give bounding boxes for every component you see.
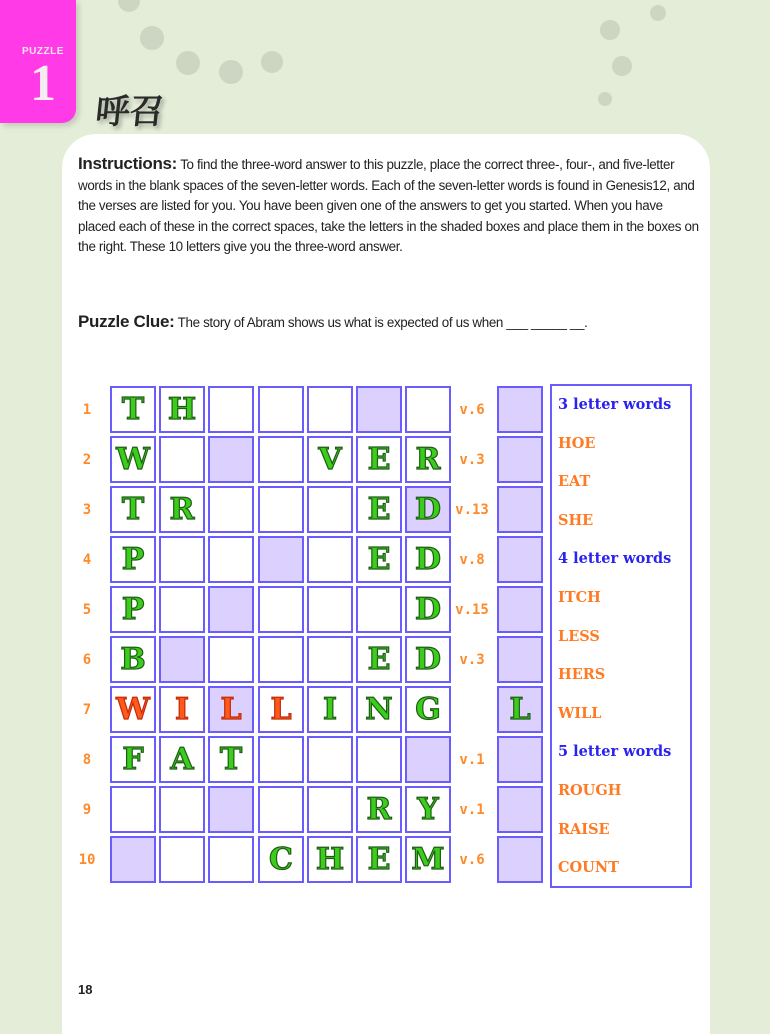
row-number: 6 — [82, 652, 92, 668]
letter-box[interactable]: N — [356, 686, 402, 733]
letter-box[interactable] — [208, 836, 254, 883]
row-number: 1 — [82, 402, 92, 418]
letter-box[interactable] — [208, 386, 254, 433]
letter-box[interactable]: E — [356, 486, 402, 533]
puzzle-tab-label: PUZZLE — [22, 46, 64, 57]
word-list-item: RAISE — [558, 820, 610, 838]
word-list-item: HOE — [558, 434, 596, 452]
letter-box[interactable] — [307, 486, 353, 533]
letter-box[interactable] — [307, 736, 353, 783]
answer-box[interactable] — [497, 736, 543, 783]
letter-box[interactable]: E — [356, 836, 402, 883]
answer-box[interactable] — [497, 836, 543, 883]
word-list-heading: 5 letter words — [558, 743, 672, 761]
letter-box[interactable] — [307, 636, 353, 683]
verse-label: v.13 — [455, 502, 489, 518]
letter-box[interactable] — [307, 786, 353, 833]
decor-dot — [176, 51, 200, 75]
shaded-letter-box[interactable]: D — [405, 486, 451, 533]
letter-box[interactable] — [258, 386, 304, 433]
letter-box[interactable] — [159, 436, 205, 483]
answer-box[interactable] — [497, 436, 543, 483]
letter-box[interactable]: T — [110, 486, 156, 533]
letter-box[interactable] — [110, 786, 156, 833]
letter-box[interactable]: H — [159, 386, 205, 433]
letter-box[interactable] — [258, 486, 304, 533]
shaded-letter-box[interactable]: L — [208, 686, 254, 733]
letter-box[interactable] — [159, 836, 205, 883]
letter-box[interactable]: L — [258, 686, 304, 733]
verse-label: v.3 — [459, 452, 485, 468]
letter-box[interactable] — [208, 636, 254, 683]
verse-label: v.3 — [459, 652, 485, 668]
puzzle-number: 1 — [30, 55, 56, 112]
answer-box[interactable] — [497, 486, 543, 533]
instructions — [78, 154, 703, 258]
decor-dot — [219, 60, 243, 84]
word-list-heading: 3 letter words — [558, 396, 672, 413]
verse-label: v.1 — [459, 802, 485, 818]
letter-box[interactable]: T — [110, 386, 156, 433]
letter-box[interactable] — [307, 536, 353, 583]
letter-box[interactable] — [356, 586, 402, 633]
letter-box[interactable]: W — [110, 686, 156, 733]
word-list-item: ITCH — [558, 589, 601, 606]
letter-box[interactable]: E — [356, 636, 402, 683]
answer-box[interactable] — [497, 636, 543, 683]
shaded-letter-box[interactable] — [208, 436, 254, 483]
letter-box[interactable]: E — [356, 436, 402, 483]
row-number: 7 — [82, 702, 92, 718]
word-list-heading: 4 letter words — [558, 550, 672, 568]
letter-box[interactable]: P — [110, 586, 156, 633]
instructions-text: To find the three-word answer to this puzzle, place the correct three-, four-, and five-letter words in the blank spaces of the seven-letter words. Each of the seven-letter words is found in Genesis12, and the verses are listed for you. You have been given one of the answers to get you started. When you have placed each of these in the correct spaces, take the letters in the shaded boxes and place them in the boxes on the right. These 10 letters give you the three-word answer. — [78, 157, 699, 255]
letter-box[interactable] — [405, 386, 451, 433]
letter-box[interactable]: W — [110, 436, 156, 483]
letter-box[interactable]: H — [307, 836, 353, 883]
letter-box[interactable]: B — [110, 636, 156, 683]
page-title: 呼召 — [93, 92, 166, 132]
letter-box[interactable] — [258, 636, 304, 683]
word-list-item: SHE — [558, 511, 594, 529]
verse-label: v.8 — [459, 552, 485, 568]
letter-box[interactable] — [208, 536, 254, 583]
letter-box[interactable]: R — [159, 486, 205, 533]
answer-box[interactable]: L — [497, 686, 543, 733]
letter-box[interactable]: V — [307, 436, 353, 483]
letter-box[interactable] — [159, 536, 205, 583]
instructions-label: Instructions: — [78, 154, 178, 173]
decor-dot — [118, 0, 140, 12]
letter-box[interactable] — [258, 436, 304, 483]
row-number: 8 — [82, 752, 92, 768]
word-list-item: ROUGH — [558, 782, 622, 799]
letter-box[interactable]: A — [159, 736, 205, 783]
shaded-letter-box[interactable] — [159, 636, 205, 683]
row-number: 5 — [82, 602, 92, 618]
letter-box[interactable] — [307, 386, 353, 433]
letter-box[interactable]: G — [405, 686, 451, 733]
answer-box[interactable] — [497, 786, 543, 833]
letter-box[interactable] — [258, 736, 304, 783]
row-number: 3 — [82, 502, 92, 518]
decor-dot — [140, 26, 164, 50]
row-number: 9 — [82, 802, 92, 818]
shaded-letter-box[interactable] — [405, 736, 451, 783]
letter-box[interactable] — [258, 786, 304, 833]
letter-box[interactable] — [356, 736, 402, 783]
verse-label: v.1 — [459, 752, 485, 768]
letter-box[interactable]: I — [307, 686, 353, 733]
decor-dot — [600, 20, 620, 40]
letter-box[interactable]: T — [208, 736, 254, 783]
page-number: 18 — [78, 982, 93, 997]
letter-box[interactable] — [307, 586, 353, 633]
letter-box[interactable]: R — [405, 436, 451, 483]
row-number: 10 — [78, 852, 96, 868]
letter-box[interactable] — [258, 586, 304, 633]
letter-box[interactable]: Y — [405, 786, 451, 833]
word-list — [550, 384, 692, 888]
row-number: 4 — [82, 552, 92, 568]
clue-text: The story of Abram shows us what is expected of us when ___ _____ __. — [177, 315, 588, 330]
word-list-item: WILL — [558, 704, 602, 722]
letter-box[interactable]: E — [356, 536, 402, 583]
answer-box[interactable] — [497, 536, 543, 583]
decor-dot — [598, 92, 612, 106]
word-list-item: COUNT — [558, 859, 619, 877]
puzzle-clue — [78, 312, 703, 332]
shaded-letter-box[interactable] — [110, 836, 156, 883]
letter-box[interactable]: D — [405, 636, 451, 683]
answer-box[interactable] — [497, 586, 543, 633]
word-list-item: LESS — [558, 627, 600, 645]
puzzle-tab — [0, 0, 76, 123]
verse-label: v.15 — [455, 602, 489, 618]
word-list-item: EAT — [558, 473, 591, 491]
shaded-letter-box[interactable] — [208, 586, 254, 633]
clue-label: Puzzle Clue: — [78, 312, 175, 331]
shaded-letter-box[interactable] — [356, 386, 402, 433]
shaded-letter-box[interactable] — [208, 786, 254, 833]
letter-box[interactable]: C — [258, 836, 304, 883]
letter-box[interactable]: R — [356, 786, 402, 833]
decor-dot — [612, 56, 632, 76]
letter-box[interactable] — [159, 586, 205, 633]
verse-label: v.6 — [459, 852, 485, 868]
letter-box[interactable]: P — [110, 536, 156, 583]
letter-box[interactable]: F — [110, 736, 156, 783]
row-number: 2 — [82, 452, 92, 468]
letter-box[interactable]: I — [159, 686, 205, 733]
answer-box[interactable] — [497, 386, 543, 433]
letter-box[interactable]: M — [405, 836, 451, 883]
verse-label: v.6 — [459, 402, 485, 418]
letter-box[interactable] — [159, 786, 205, 833]
shaded-letter-box[interactable] — [258, 536, 304, 583]
letter-box[interactable]: D — [405, 586, 451, 633]
decor-dot — [650, 5, 666, 21]
decor-dot — [261, 51, 283, 73]
letter-box[interactable] — [208, 486, 254, 533]
word-list-item: HERS — [558, 666, 606, 684]
letter-box[interactable]: D — [405, 536, 451, 583]
